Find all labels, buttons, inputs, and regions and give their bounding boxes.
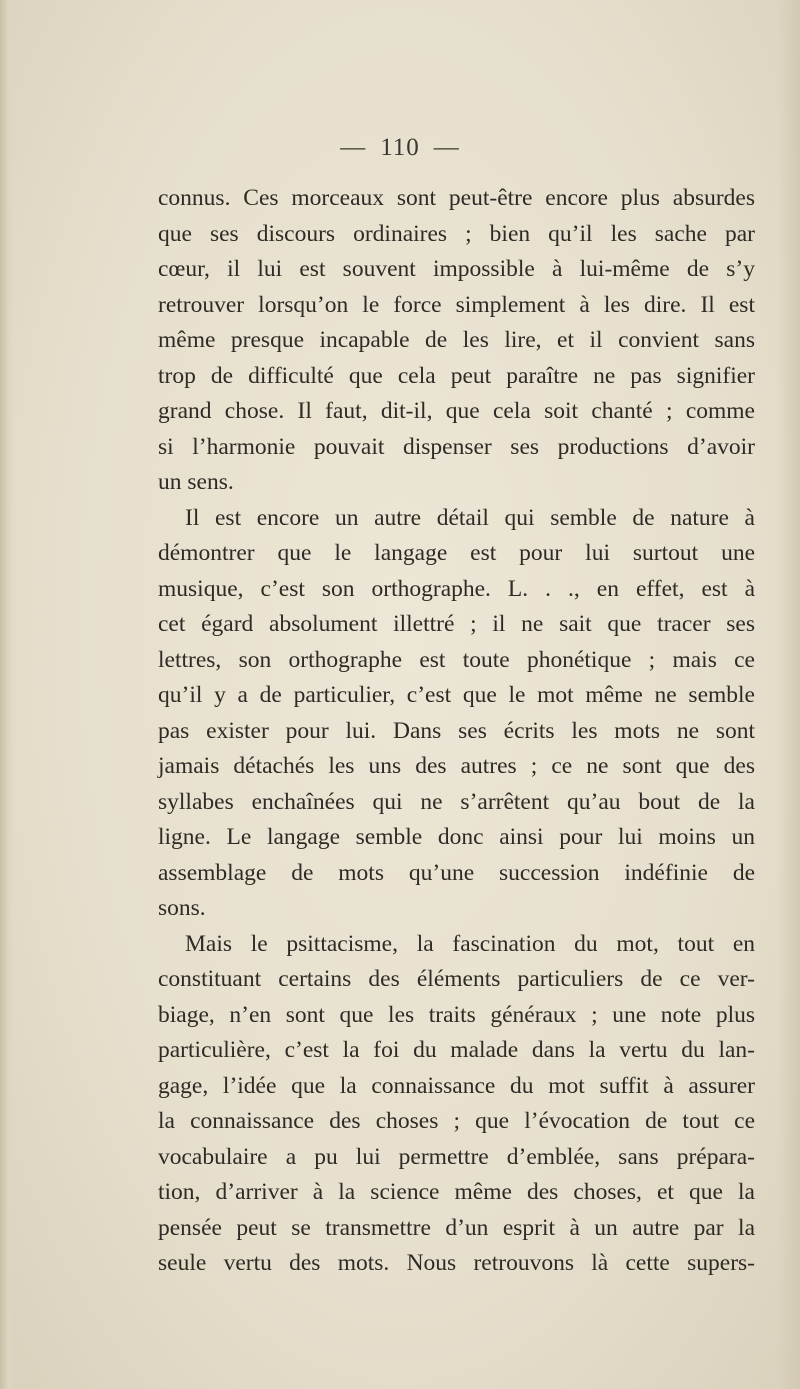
header-dash-right: — xyxy=(433,134,460,161)
text-line: Il est encore un autre détail qui semble de nature à xyxy=(185,504,755,531)
body-text xyxy=(158,181,755,1282)
text-line: constituant certains des éléments particuliers de ce ver- xyxy=(158,966,755,992)
text-line: particulière, c’est la foi du malade dans la vertu du lan- xyxy=(158,1037,755,1063)
text-line: démontrer que le langage est pour lui surtout une xyxy=(158,540,755,566)
text-line: gage, l’idée que la connaissance du mot suffit à assurer xyxy=(158,1072,755,1099)
text-line: la connaissance des choses ; que l’évocation de tout ce xyxy=(158,1108,755,1134)
text-line: pensée peut se transmettre d’un esprit à un autre par la xyxy=(158,1214,755,1241)
text-line: musique, c’est son orthographe. L. . ., en effet, est à xyxy=(158,575,755,602)
text-line: grand chose. Il faut, dit-il, que cela soit chanté ; comme xyxy=(158,398,755,424)
text-line: pas exister pour lui. Dans ses écrits les mots ne sont xyxy=(158,717,755,744)
page-header xyxy=(0,134,800,162)
text-line: biage, n’en sont que les traits généraux ; une note plus xyxy=(158,1001,755,1028)
text-line: qu’il y a de particulier, c’est que le mot même ne semble xyxy=(158,682,755,708)
text-line: un sens. xyxy=(158,469,234,495)
header-dash-left: — xyxy=(340,134,367,161)
text-line: trop de difficulté que cela peut paraître ne pas signifier xyxy=(158,362,755,389)
text-line: retrouver lorsqu’on le force simplement à les dire. Il est xyxy=(158,291,755,318)
text-line: cœur, il lui est souvent impossible à lui-même de s’y xyxy=(158,256,755,282)
text-line: cet égard absolument illettré ; il ne sait que tracer ses xyxy=(158,611,755,637)
text-line: ligne. Le langage semble donc ainsi pour lui moins un xyxy=(158,824,755,850)
text-line: que ses discours ordinaires ; bien qu’il les sache par xyxy=(158,220,755,247)
text-line: seule vertu des mots. Nous retrouvons là cette supers- xyxy=(158,1250,755,1276)
text-line: vocabulaire a pu lui permettre d’emblée, sans prépara- xyxy=(158,1143,755,1170)
text-line: syllabes enchaînées qui ne s’arrêtent qu’au bout de la xyxy=(158,788,755,815)
text-line: jamais détachés les uns des autres ; ce ne sont que des xyxy=(158,753,755,779)
text-line: si l’harmonie pouvait dispenser ses productions d’avoir xyxy=(158,433,755,460)
page-number: 110 xyxy=(380,134,420,161)
text-line: connus. Ces morceaux sont peut-être encore plus absurdes xyxy=(158,185,755,211)
text-line: sons. xyxy=(158,895,206,921)
page-right-edge xyxy=(778,0,800,1389)
text-line: même presque incapable de les lire, et il convient sans xyxy=(158,327,755,353)
page-left-edge xyxy=(0,0,14,1389)
text-line: tion, d’arriver à la science même des choses, et que la xyxy=(158,1179,755,1205)
text-line: assemblage de mots qu’une succession indéfinie de xyxy=(158,859,755,886)
text-line: lettres, son orthographe est toute phonétique ; mais ce xyxy=(158,646,755,673)
text-line: Mais le psittacisme, la fascination du mot, tout en xyxy=(185,930,755,957)
